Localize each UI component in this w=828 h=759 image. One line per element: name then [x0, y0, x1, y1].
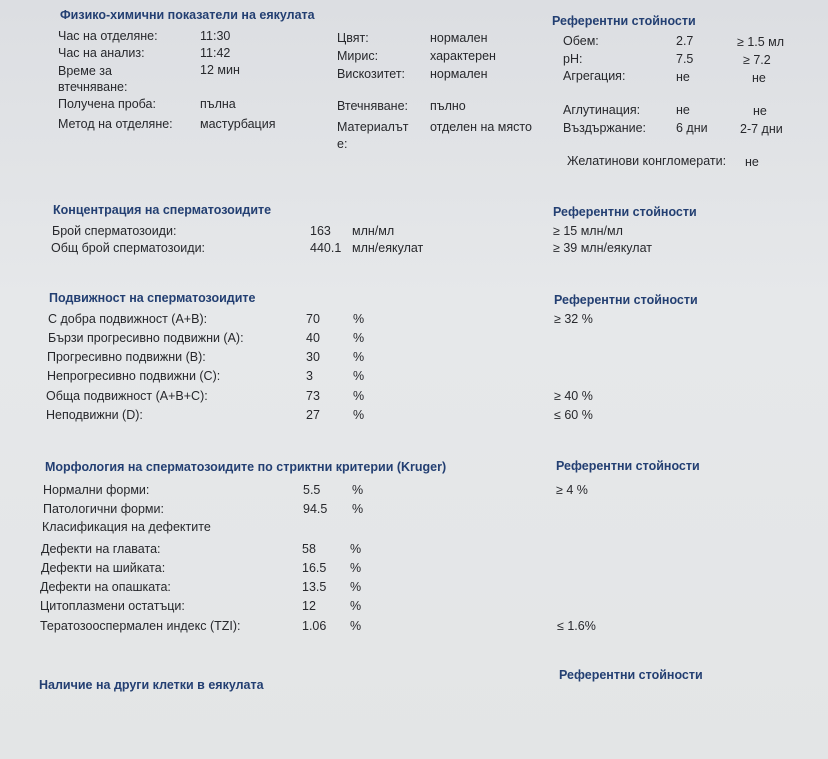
material-label — [337, 119, 408, 153]
agglutination-label: Аглутинация: — [563, 103, 641, 117]
collect-time-value: 11:30 — [200, 29, 231, 43]
row-value: 58 — [302, 542, 316, 556]
sample-label: Получена проба: — [58, 97, 156, 111]
row-value: 73 — [306, 389, 320, 403]
viscosity-label: Вискозитет: — [337, 67, 406, 81]
row-unit: млн/еякулат — [352, 241, 424, 255]
row-value: 3 — [306, 369, 313, 383]
volume-value: 2.7 — [676, 34, 694, 48]
row-reference: ≥ 40 % — [554, 389, 593, 403]
row-unit: % — [350, 561, 362, 575]
row-reference: ≥ 15 млн/мл — [553, 224, 623, 238]
row-label: С добра подвижност (A+B): — [48, 312, 208, 326]
row-label: Прогресивно подвижни (B): — [47, 350, 206, 364]
row-unit: млн/мл — [352, 224, 395, 238]
odor-value: характерен — [430, 49, 496, 63]
row-label: Дефекти на шийката: — [41, 561, 166, 575]
row-value: 70 — [306, 312, 320, 326]
material-label-line2: е: — [337, 137, 348, 151]
row-label: Цитоплазмени остатъци: — [40, 599, 185, 613]
row-value: 16.5 — [302, 561, 327, 575]
row-label: Дефекти на главата: — [41, 542, 161, 556]
row-value: 30 — [306, 350, 320, 364]
row-value: 1.06 — [302, 619, 327, 633]
agglutination-value: не — [676, 103, 690, 117]
abstinence-ref: 2-7 дни — [740, 122, 783, 136]
aggregation-value: не — [676, 70, 690, 84]
row-unit: % — [352, 483, 364, 497]
analysis-time-value: 11:42 — [200, 46, 231, 60]
row-unit: % — [353, 408, 365, 422]
row-value: 5.5 — [303, 483, 321, 497]
row-reference: ≥ 4 % — [556, 483, 588, 497]
row-value: 27 — [306, 408, 320, 422]
row-reference: ≥ 39 млн/еякулат — [553, 241, 652, 255]
liquefaction-time-label-line1: Време за — [58, 64, 112, 78]
row-label: Патологични форми: — [43, 502, 164, 516]
agglutination-ref: не — [753, 104, 767, 118]
aggregation-ref: не — [752, 71, 766, 85]
row-unit: % — [353, 350, 365, 364]
row-unit: % — [353, 389, 365, 403]
volume-ref: ≥ 1.5 мл — [737, 35, 785, 49]
row-label: Бързи прогресивно подвижни (A): — [48, 331, 244, 345]
row-label: Брой сперматозоиди: — [52, 224, 177, 238]
row-unit: % — [350, 619, 362, 633]
method-value: мастурбация — [200, 117, 276, 131]
section-title-concentration: Концентрация на сперматозоидите — [53, 203, 272, 217]
gelatin-value: не — [745, 155, 759, 169]
ph-label: pH: — [563, 52, 583, 66]
row-label: Тератозооспермален индекс (TZI): — [40, 619, 241, 633]
analysis-time-label: Час на анализ: — [58, 46, 145, 60]
row-unit: % — [350, 542, 362, 556]
row-unit: % — [350, 599, 362, 613]
method-label: Метод на отделяне: — [58, 117, 173, 131]
reference-title: Референтни стойности — [556, 459, 700, 473]
collect-time-label: Час на отделяне: — [58, 29, 158, 43]
liquefaction-time-value: 12 мин — [200, 63, 240, 77]
abstinence-label: Въздържание: — [563, 121, 647, 135]
row-value: 94.5 — [303, 502, 328, 516]
defect-classification-label: Класификация на дефектите — [42, 520, 211, 534]
reference-title: Референтни стойности — [554, 293, 698, 307]
color-value: нормален — [430, 31, 488, 45]
row-unit: % — [353, 312, 365, 326]
reference-title: Референтни стойности — [553, 205, 697, 219]
row-label: Нормални форми: — [43, 483, 150, 497]
row-label: Неподвижни (D): — [46, 408, 143, 422]
odor-label: Мирис: — [337, 49, 379, 63]
ph-value: 7.5 — [676, 52, 694, 66]
row-value: 163 — [310, 224, 331, 238]
row-unit: % — [352, 502, 364, 516]
color-label: Цвят: — [337, 31, 369, 45]
liquefaction-time-label-line2: втечняване: — [58, 80, 128, 94]
row-value: 12 — [302, 599, 316, 613]
row-label: Дефекти на опашката: — [40, 580, 171, 594]
reference-title: Референтни стойности — [552, 14, 696, 28]
sample-value: пълна — [200, 97, 236, 111]
row-label: Непрогресивно подвижни (C): — [47, 369, 221, 383]
row-label: Обща подвижност (A+B+C): — [46, 389, 208, 403]
row-unit: % — [350, 580, 362, 594]
liquefaction-label: Втечняване: — [337, 99, 409, 113]
ph-ref: ≥ 7.2 — [743, 53, 771, 67]
row-value: 440.1 — [310, 241, 342, 255]
section-title-physico-chemical: Физико-химични показатели на еякулата — [60, 8, 315, 22]
row-unit: % — [353, 369, 365, 383]
section-title-other-cells: Наличие на други клетки в еякулата — [39, 678, 264, 692]
row-unit: % — [353, 331, 365, 345]
reference-title: Референтни стойности — [559, 668, 703, 682]
row-reference: ≥ 32 % — [554, 312, 593, 326]
row-value: 40 — [306, 331, 320, 345]
liquefaction-time-label — [58, 63, 127, 95]
row-value: 13.5 — [302, 580, 327, 594]
gelatin-label: Желатинови конгломерати: — [567, 154, 727, 168]
abstinence-value: 6 дни — [676, 121, 708, 135]
section-title-motility: Подвижност на сперматозоидите — [49, 291, 256, 305]
material-label-line1: Материалът — [337, 120, 409, 134]
row-reference: ≤ 1.6% — [557, 619, 596, 633]
liquefaction-value: пълно — [430, 99, 466, 113]
row-label: Общ брой сперматозоиди: — [51, 241, 206, 255]
row-reference: ≤ 60 % — [554, 408, 593, 422]
volume-label: Обем: — [563, 34, 599, 48]
aggregation-label: Агрегация: — [563, 69, 626, 83]
material-value: отделен на място — [430, 120, 532, 134]
section-title-morphology: Морфология на сперматозоидите по стриктни критерии (Kruger) — [45, 460, 447, 474]
viscosity-value: нормален — [430, 67, 488, 81]
